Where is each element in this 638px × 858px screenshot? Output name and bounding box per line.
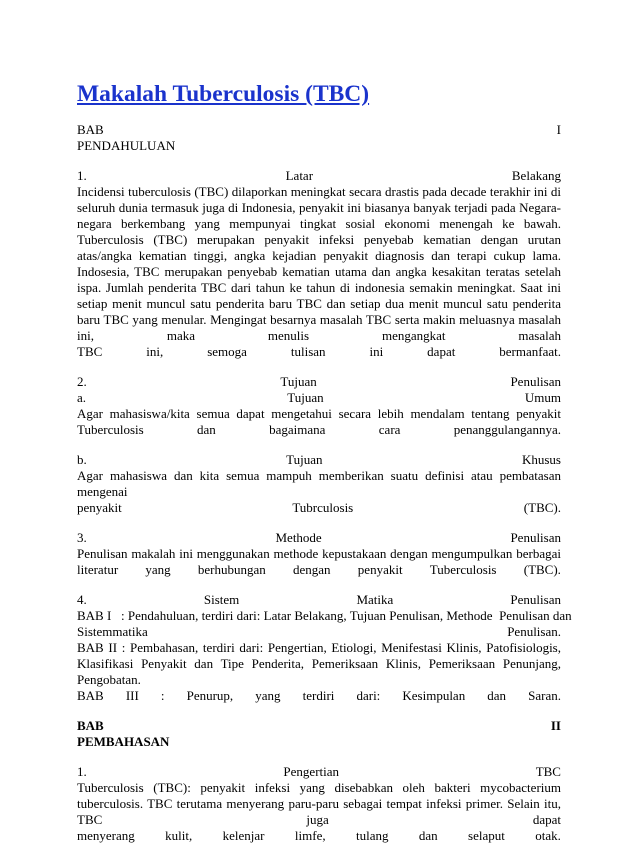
word: : (160, 688, 165, 703)
section-heading (77, 374, 561, 390)
heading-word: Matika (356, 592, 394, 607)
word: menyerang (77, 828, 135, 843)
word: tulisan (290, 344, 326, 359)
word: penyakit (77, 500, 122, 515)
paragraph-last-line (77, 624, 561, 640)
paragraph: Tuberculosis (TBC): penyakit infeksi yang disebabkan oleh bakteri mycobacterium tuberculosis. TBC terutama menyerang paru-paru sebagai tempat infeksi primer. Selain itu, TBC juga dapat (77, 780, 561, 827)
word: dan (418, 828, 438, 843)
word: penanggulangannya. (453, 422, 561, 437)
chapter-number: I (556, 122, 561, 137)
paragraph-last-line (77, 344, 561, 360)
section-sistematika (77, 592, 572, 704)
chapter-label: BAB (77, 718, 104, 733)
section-heading (77, 592, 561, 608)
word: dapat (427, 344, 456, 359)
paragraph: Incidensi tuberculosis (TBC) dilaporkan meningkat secara drastis pada decade terakhir ini di seluruh dunia termasuk juga di Indonesia, penyakit ini biasanya banyak terjadi pada Negara-negara berkembang yang mempunyai tingkat sosial ekonomi menengah ke bawah. Tuberculosis (TBC) merupakan penyakit infeksi penyebab kematian dengan urutan atas/angka kematian tinggi, angka kejadian penyakit diagnosis dan terapi cukup lama. Indosesia, TBC merupakan penyebab kematian utama dan angka kesakitan teratas setelah ispa. Jumlah penderita TBC dari tahun ke tahun di indonesia semakin meningkat. Saat ini setiap menit muncul satu penderita baru TBC dan setiap dua menit muncul satu penderita baru TBC yang menular. Mengingat besarnya masalah TBC serta makin meluasnya masalah ini, maka menulis mengangkat masalah (77, 184, 561, 343)
heading-word: Sistem (203, 592, 240, 607)
word: dan (197, 422, 216, 437)
word: semoga (207, 344, 247, 359)
word: bagaimana (269, 422, 326, 437)
section-latar-belakang (77, 168, 561, 360)
word: otak. (535, 828, 561, 843)
chapter-1-heading (77, 122, 561, 154)
word: yang (145, 562, 171, 577)
section-tujuan-umum (77, 374, 561, 438)
paragraph: Penulisan makalah ini menggunakan methode kepustakaan dengan mengumpulkan berbagai (77, 546, 561, 561)
heading-word: Methode (275, 530, 322, 545)
heading-word: Penulisan (510, 374, 561, 389)
word: Penulisan. (507, 624, 561, 639)
heading-word: Pengertian (283, 764, 340, 779)
page-title (77, 80, 561, 108)
word: terdiri (302, 688, 335, 703)
word: (TBC). (523, 562, 561, 577)
word: limfe, (294, 828, 326, 843)
section-heading (77, 530, 561, 546)
section-tujuan-khusus (77, 452, 561, 516)
chapter-title: PEMBAHASAN (77, 734, 170, 749)
bab-3-line (77, 688, 561, 704)
paragraph-last-line (77, 562, 561, 578)
word: bermanfaat. (499, 344, 561, 359)
subsection-heading (77, 390, 561, 406)
word: yang (255, 688, 281, 703)
bab-2-last-line: Pengobatan. (77, 672, 141, 687)
heading-word: TBC (535, 764, 561, 779)
document-page (77, 80, 572, 858)
word: TBC (77, 344, 103, 359)
word: Kesimpulan (402, 688, 466, 703)
word: III (125, 688, 139, 703)
heading-word: Tujuan (286, 452, 323, 467)
word: kelenjar (222, 828, 265, 843)
section-number: 3. (77, 530, 87, 545)
section-number: 2. (77, 374, 87, 389)
word: Sistemmatika (77, 624, 148, 639)
bab-1-line: BAB I : Pendahuluan, terdiri dari: Latar Belakang, Tujuan Penulisan, Methode Penulisan dan (77, 608, 572, 623)
heading-word: Khusus (521, 452, 561, 467)
heading-word: Penulisan (510, 530, 561, 545)
paragraph-last-line (77, 500, 561, 516)
heading-word: Penulisan (510, 592, 561, 607)
word: Tubrculosis (292, 500, 354, 515)
word: (TBC). (523, 500, 561, 515)
chapter-title: PENDAHULUAN (77, 138, 176, 153)
subsection-heading (77, 452, 561, 468)
section-pengertian (77, 764, 561, 844)
section-methode (77, 530, 561, 578)
word: BAB (77, 688, 104, 703)
word: ini (369, 344, 384, 359)
word: dengan (293, 562, 331, 577)
word: Tuberculosis (77, 422, 144, 437)
section-heading (77, 764, 561, 780)
section-heading (77, 168, 561, 184)
word: dan (487, 688, 507, 703)
word: Tuberculosis (429, 562, 497, 577)
heading-word: Belakang (511, 168, 561, 183)
word: berhubungan (197, 562, 266, 577)
paragraph: Agar mahasiswa dan kita semua mampuh memberikan suatu definisi atau pembatasan mengenai (77, 468, 561, 499)
word: tulang (355, 828, 389, 843)
heading-word: Tujuan (280, 374, 317, 389)
heading-word: Tujuan (287, 390, 324, 405)
word: ini, (146, 344, 164, 359)
word: Penurup, (186, 688, 234, 703)
word: penyakit (357, 562, 403, 577)
word: kulit, (165, 828, 193, 843)
subsection-letter: b. (77, 452, 87, 467)
word: selaput (468, 828, 505, 843)
title-link[interactable]: Makalah Tuberculosis (TBC) (77, 81, 370, 107)
heading-word: Latar (285, 168, 314, 183)
bab-2-paragraph: BAB II : Pembahasan, terdiri dari: Pengertian, Etiologi, Menifestasi Klinis, Patofisiologis, Klasifikasi Penyakit dan Tipe Penderita, Pemeriksaan Klinis, Pemeriksaan Penunjang, (77, 640, 561, 671)
paragraph: Agar mahasiswa/kita semua dapat mengetahui secara lebih mendalam tentang penyakit (77, 406, 561, 421)
section-number: 1. (77, 168, 87, 183)
chapter-label: BAB (77, 122, 104, 137)
paragraph-last-line (77, 828, 561, 844)
section-number: 1. (77, 764, 87, 779)
heading-word: Umum (524, 390, 561, 405)
word: dari: (356, 688, 381, 703)
chapter-2-heading (77, 718, 561, 750)
paragraph-last-line (77, 422, 561, 438)
word: cara (378, 422, 401, 437)
section-number: 4. (77, 592, 87, 607)
subsection-letter: a. (77, 390, 87, 405)
word: Saran. (528, 688, 561, 703)
word: literatur (77, 562, 119, 577)
chapter-number: II (550, 718, 561, 733)
